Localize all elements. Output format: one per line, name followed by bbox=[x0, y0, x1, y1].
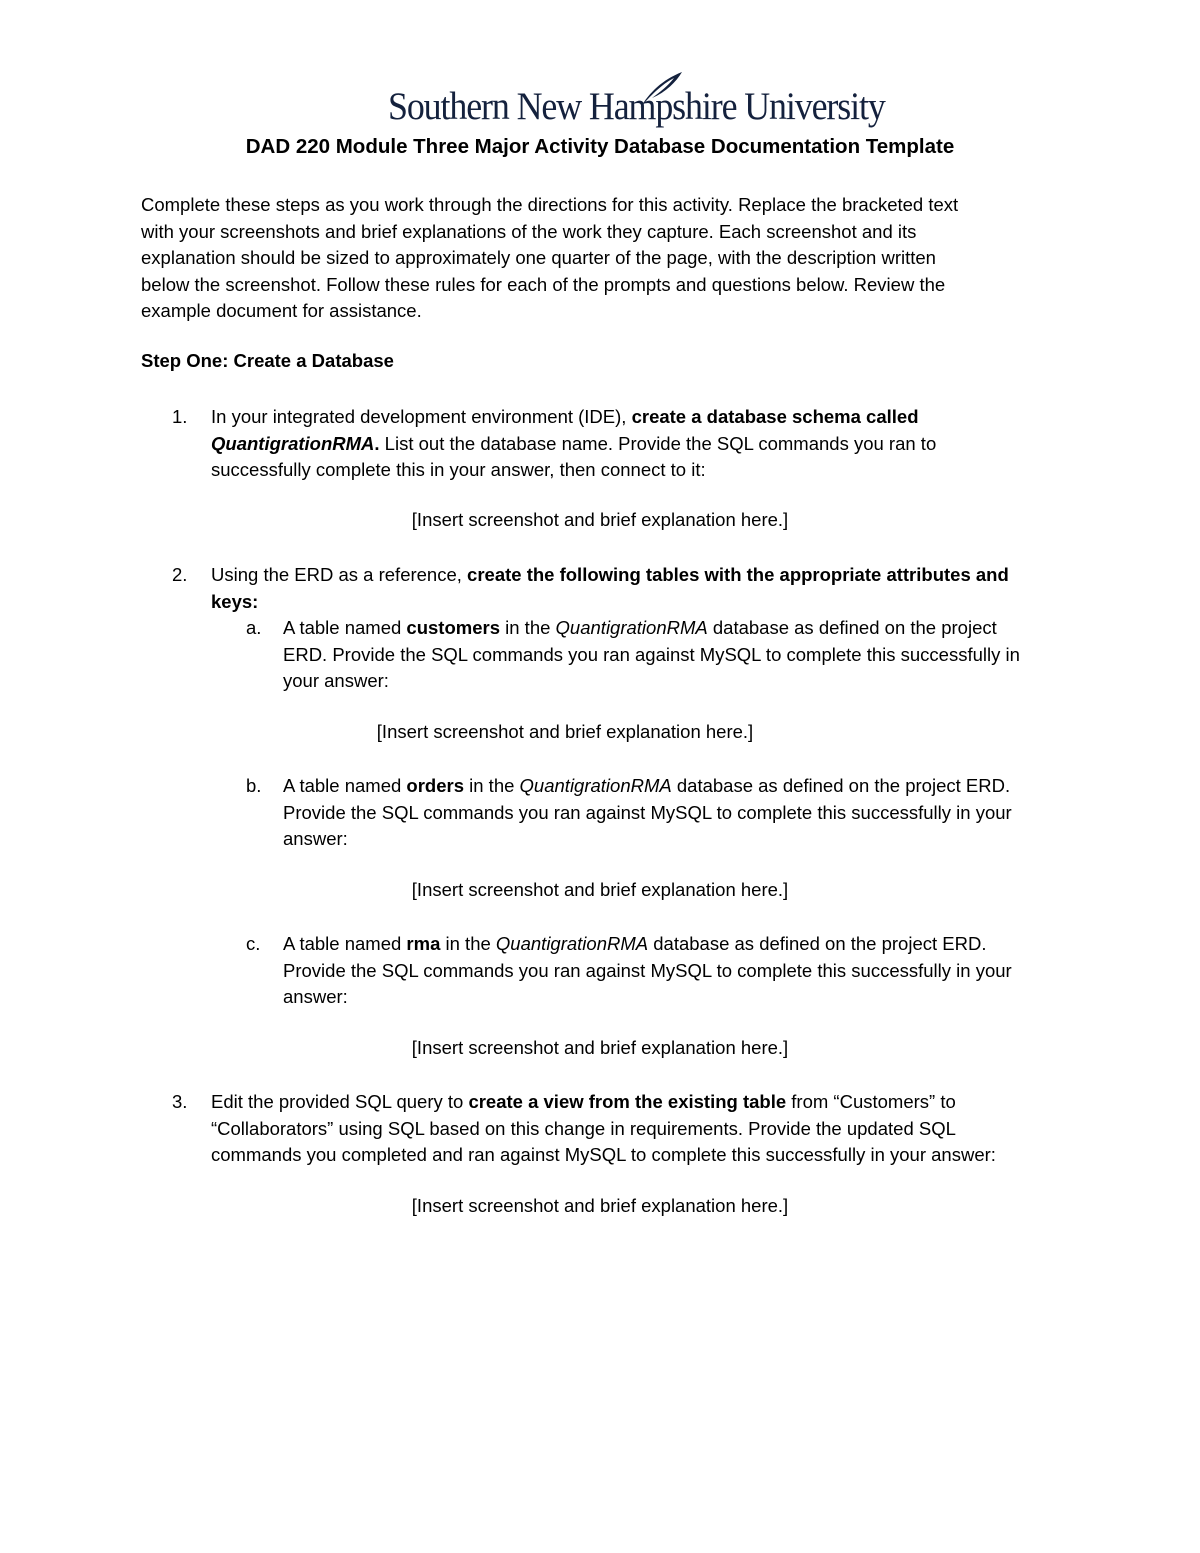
list-item-line bbox=[211, 1089, 1071, 1116]
text-run-bold: create the following tables with the appropriate attributes and bbox=[467, 564, 1009, 585]
list-item-line bbox=[211, 589, 1071, 616]
list-item-line: answer: bbox=[283, 828, 348, 849]
intro-line: below the screenshot. Follow these rules for each of the prompts and questions below. Review the bbox=[141, 273, 946, 295]
text-run: Edit the provided SQL query to bbox=[211, 1091, 469, 1112]
list-item-line: ERD. Provide the SQL commands you ran against MySQL to complete this successfully in bbox=[283, 643, 1020, 665]
list-item-text bbox=[211, 404, 1071, 484]
text-run: database as defined on the project ERD. bbox=[648, 933, 987, 954]
quill-icon bbox=[636, 70, 686, 110]
list-item-line bbox=[211, 562, 1071, 589]
list-item-line: Provide the SQL commands you ran against MySQL to complete this successfully in your bbox=[283, 959, 1012, 981]
screenshot-placeholder: [Insert screenshot and brief explanation here.] bbox=[411, 879, 789, 900]
screenshot-placeholder: [Insert screenshot and brief explanation here.] bbox=[411, 1195, 789, 1216]
list-item-line: commands you completed and ran against MySQL to complete this successfully in your answer: bbox=[211, 1144, 996, 1165]
list-number: 3. bbox=[172, 1091, 188, 1112]
intro-line: Complete these steps as you work through the directions for this activity. Replace the bracketed text bbox=[141, 194, 959, 215]
list-item-line: answer: bbox=[283, 986, 348, 1007]
text-run-italic: QuantigrationRMA bbox=[519, 775, 672, 796]
intro-line: explanation should be sized to approximately one quarter of the page, with the description written bbox=[141, 247, 936, 268]
intro-paragraph bbox=[141, 192, 1041, 325]
list-item-text bbox=[283, 931, 1073, 1011]
list-item-line bbox=[283, 615, 1073, 642]
screenshot-placeholder: [Insert screenshot and brief explanation here.] bbox=[411, 509, 789, 530]
list-letter: c. bbox=[246, 933, 261, 954]
list-item-line: successfully complete this in your answer, then connect to it: bbox=[211, 459, 706, 480]
list-item-line bbox=[283, 931, 1073, 958]
list-letter: a. bbox=[246, 617, 262, 638]
list-item-text bbox=[283, 773, 1073, 853]
text-run: A table named bbox=[283, 933, 407, 954]
text-run: Using the ERD as a reference, bbox=[211, 564, 468, 585]
list-number: 2. bbox=[172, 564, 188, 585]
text-run: A table named bbox=[283, 617, 407, 638]
document-title: DAD 220 Module Three Major Activity Database Documentation Template bbox=[245, 135, 955, 158]
list-item-text bbox=[283, 615, 1073, 695]
text-run: in the bbox=[500, 617, 556, 638]
text-run: In your integrated development environment (IDE), bbox=[211, 406, 632, 427]
text-run: in the bbox=[464, 775, 520, 796]
intro-line: with your screenshots and brief explanations of the work they capture. Each screenshot and its bbox=[141, 220, 917, 242]
list-letter: b. bbox=[246, 775, 262, 796]
text-run-bold: create a view from the existing table bbox=[468, 1091, 787, 1112]
list-item-line bbox=[211, 431, 1071, 458]
text-run: in the bbox=[440, 933, 496, 954]
list-item-line bbox=[211, 404, 1071, 431]
list-item-line: your answer: bbox=[283, 670, 389, 691]
text-run: List out the database name. Provide the SQL commands you ran to bbox=[379, 432, 937, 454]
text-run-italic: QuantigrationRMA bbox=[555, 617, 708, 638]
screenshot-placeholder: [Insert screenshot and brief explanation here.] bbox=[376, 721, 754, 742]
text-run-bold: customers bbox=[406, 617, 500, 638]
text-run: database as defined on the project ERD. bbox=[671, 775, 1011, 796]
text-run-bold: rma bbox=[406, 933, 441, 954]
text-run: from “Customers” to bbox=[786, 1091, 956, 1112]
snhu-logo bbox=[388, 70, 885, 136]
step-one-heading: Step One: Create a Database bbox=[141, 350, 394, 371]
logo-text: Southern New Hampshire University bbox=[388, 85, 885, 128]
list-number: 1. bbox=[172, 406, 188, 427]
list-item-line: “Collaborators” using SQL based on this change in requirements. Provide the updated SQL bbox=[211, 1117, 956, 1139]
text-run-bold-italic: QuantigrationRMA bbox=[211, 432, 375, 454]
text-run-bold: create a database schema called bbox=[631, 406, 919, 427]
list-item-text bbox=[211, 562, 1071, 615]
list-item-text bbox=[211, 1089, 1071, 1169]
list-item-line: Provide the SQL commands you ran against MySQL to complete this successfully in your bbox=[283, 801, 1012, 823]
text-run: A table named bbox=[283, 775, 407, 796]
list-item-line bbox=[283, 773, 1073, 800]
text-run-bold: . bbox=[374, 432, 380, 454]
text-run-italic: QuantigrationRMA bbox=[495, 933, 649, 954]
screenshot-placeholder: [Insert screenshot and brief explanation here.] bbox=[411, 1037, 789, 1058]
text-run: database as defined on the project bbox=[707, 617, 997, 638]
text-run-bold: keys: bbox=[211, 590, 259, 612]
intro-line: example document for assistance. bbox=[141, 300, 422, 321]
text-run-bold: orders bbox=[406, 775, 464, 796]
